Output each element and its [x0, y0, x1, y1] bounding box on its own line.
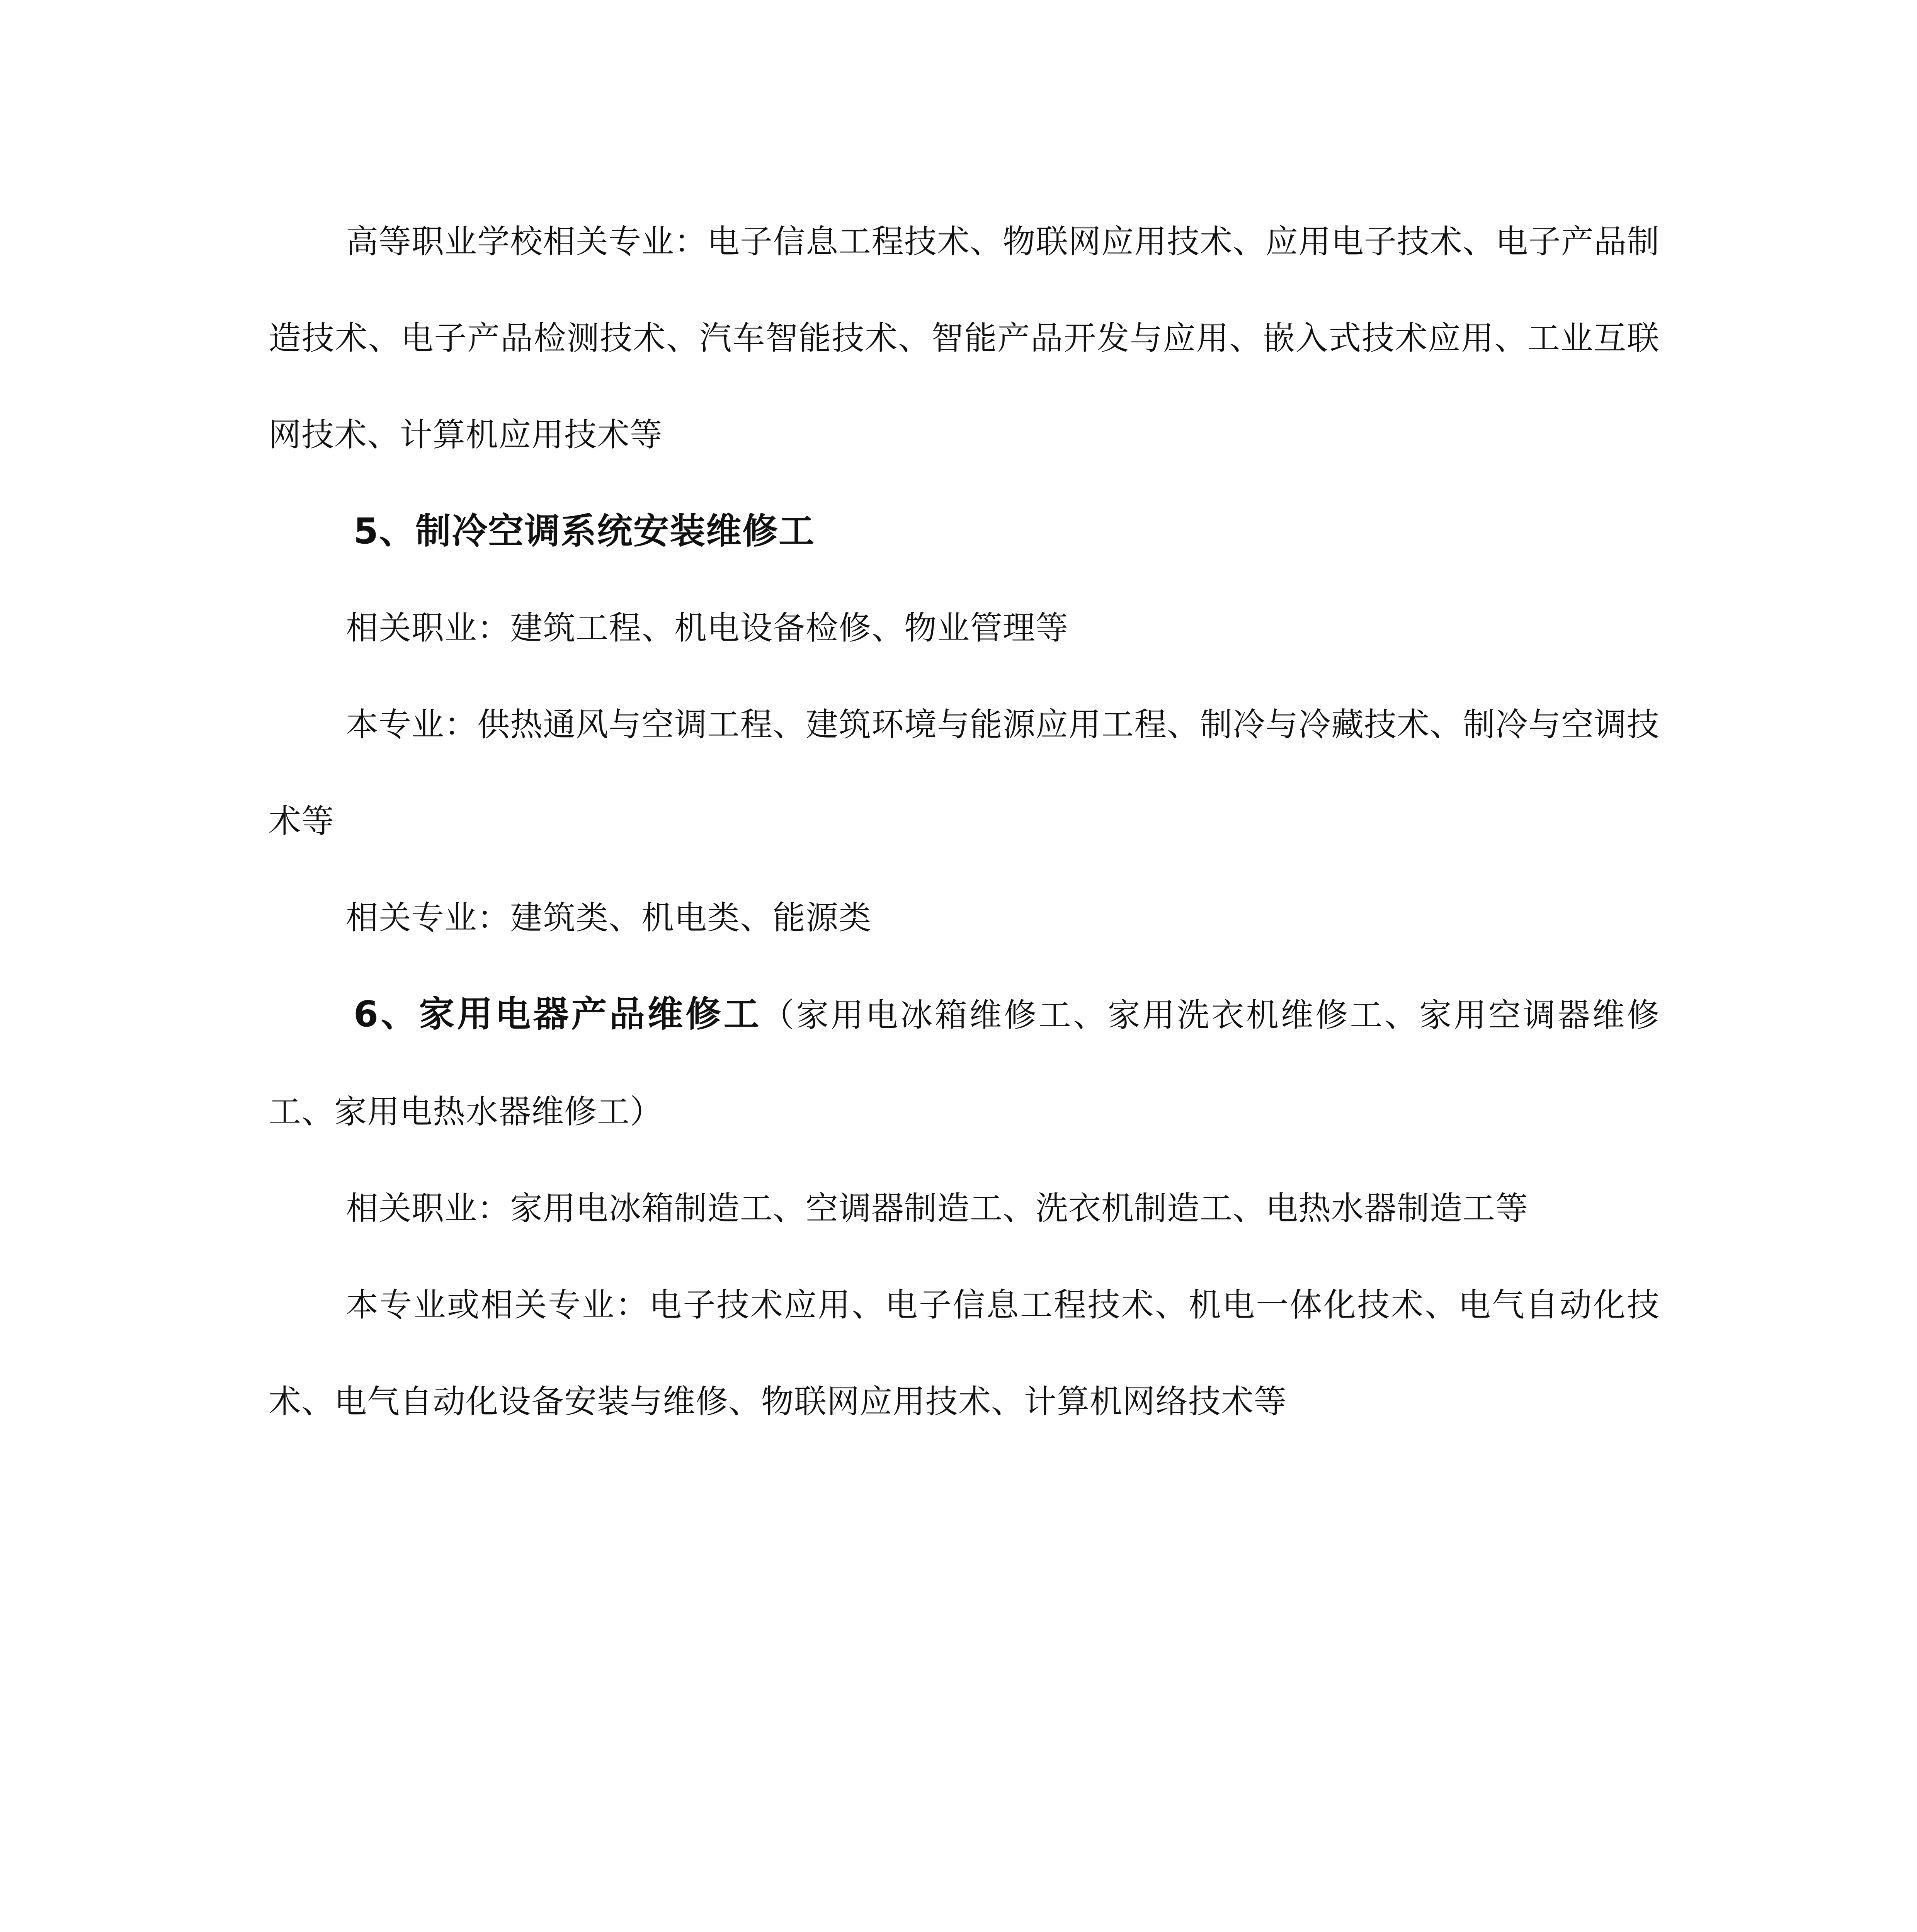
paragraph-related-majors-5: 相关专业：建筑类、机电类、能源类 [346, 899, 872, 937]
paragraph-majors-6: 本专业或相关专业：电子技术应用、电子信息工程技术、机电一体化技术、电气自动化技术、电气自动化设备安装与维修、物联网应用技术、计算机网络技术等 [269, 1286, 1660, 1420]
document-body [269, 193, 1660, 1450]
section-heading-6-subtitle: （家用电冰箱维修工、家用洗衣机维修工、家用空调器维修工、家用电热水器维修工） [269, 996, 1660, 1131]
paragraph-related-occupations-5: 相关职业：建筑工程、机电设备检修、物业管理等 [346, 609, 1069, 647]
section-heading-6 [269, 966, 1660, 1160]
paragraph-related-occupations-6: 相关职业：家用电冰箱制造工、空调器制造工、洗衣机制造工、电热水器制造工等 [346, 1189, 1529, 1227]
paragraph-own-major-5: 本专业：供热通风与空调工程、建筑环境与能源应用工程、制冷与冷藏技术、制冷与空调技术等 [269, 706, 1660, 840]
section-heading-6-title: 6、家用电器产品维修工 [354, 993, 762, 1035]
section-heading-5: 5、制冷空调系统安装维修工 [354, 510, 815, 552]
paragraph-higher-vocational-majors: 高等职业学校相关专业：电子信息工程技术、物联网应用技术、应用电子技术、电子产品制造技术、电子产品检测技术、汽车智能技术、智能产品开发与应用、嵌入式技术应用、工业互联网技术、计算机应用技术等 [269, 223, 1660, 454]
